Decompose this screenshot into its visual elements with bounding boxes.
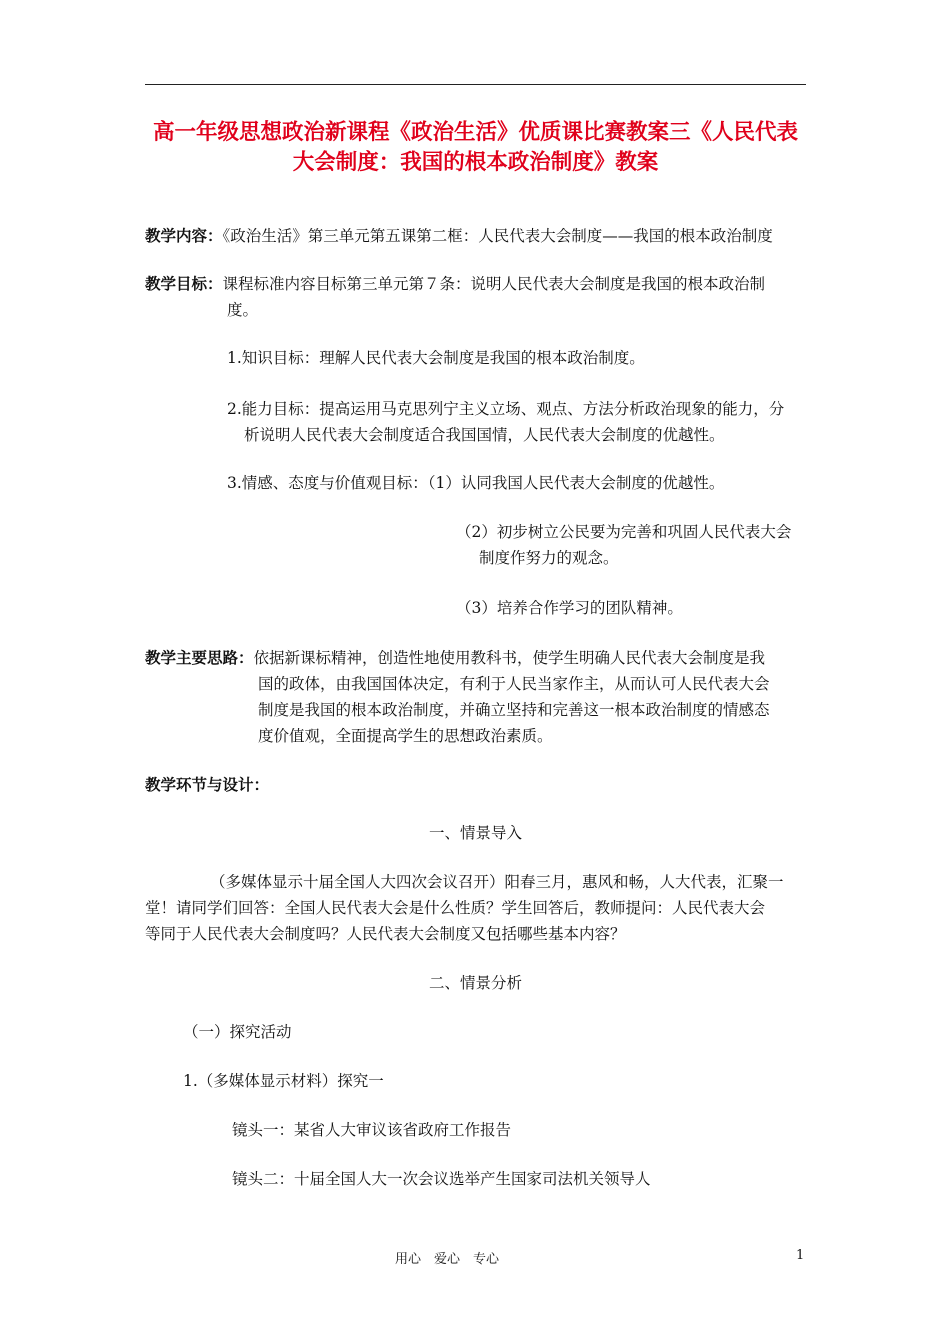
goal-item-emotion: 3.情感、态度与价值观目标：（1）认同我国人民代表大会制度的优越性。 [227,474,725,492]
teaching-content-text: 《政治生活》第三单元第五课第二框：人民代表大会制度——我国的根本政治制度 [222,227,773,245]
teaching-goals-line-1: 课程标准内容目标第三单元第７条：说明人民代表大会制度是我国的根本政治制 [222,275,766,293]
page-number: 1 [796,1248,805,1263]
header-rule [145,84,806,85]
section-1-heading: 一、情景导入 [428,824,522,842]
goal-emotion-sub-2-line-2: 制度作努力的观念。 [479,549,619,567]
footer-motto: 用心 爱心 专心 [395,1252,500,1267]
section-1-paragraph-line-3: 等同于人民代表大会制度吗？人民代表大会制度又包括哪些基本内容？ [145,925,626,943]
goal-item-ability-line-2: 析说明人民代表大会制度适合我国国情，人民代表大会制度的优越性。 [244,426,725,444]
teaching-approach-line-3: 制度是我国的根本政治制度，并确立坚持和完善这一根本政治制度的情感态 [258,701,770,719]
teaching-approach [145,645,765,671]
teaching-content-label: 教学内容： [145,227,223,245]
teaching-approach-line-4: 度价值观，全面提高学生的思想政治素质。 [258,727,553,745]
goal-item-ability-line-1: 2.能力目标：提高运用马克思列宁主义立场、观点、方法分析政治现象的能力，分 [227,400,785,418]
title-line-2: 大会制度：我国的根本政治制度》教案 [292,150,659,175]
teaching-goals-line-2: 度。 [227,301,259,319]
section-2-heading: 二、情景分析 [428,974,522,992]
teaching-design-label: 教学环节与设计： [145,776,270,794]
teaching-goals-label: 教学目标： [145,275,223,293]
shot-2: 镜头二：十届全国人大一次会议选举产生国家司法机关领导人 [232,1170,651,1188]
document-title [140,118,811,178]
goal-emotion-sub-2-line-1: （2）初步树立公民要为完善和巩固人民代表大会 [456,523,792,541]
title-line-1: 高一年级思想政治新课程《政治生活》优质课比赛教案三《人民代表 [152,120,798,145]
teaching-goals [145,271,765,297]
shot-1: 镜头一：某省人大审议该省政府工作报告 [232,1121,512,1139]
teaching-approach-label: 教学主要思路： [145,649,254,667]
teaching-approach-line-2: 国的政体，由我国国体决定，有利于人民当家作主，从而认可人民代表大会 [258,675,770,693]
goal-emotion-sub-3: （3）培养合作学习的团队精神。 [456,599,683,617]
teaching-approach-line-1: 依据新课标精神，创造性地使用教科书，使学生明确人民代表大会制度是我 [253,649,766,667]
inquiry-item-1: 1.（多媒体显示材料）探究一 [183,1072,384,1090]
goal-item-knowledge: 1.知识目标：理解人民代表大会制度是我国的根本政治制度。 [227,349,645,367]
section-1-paragraph-line-1: （多媒体显示十届全国人大四次会议召开）阳春三月，惠风和畅，人大代表，汇聚一 [210,873,784,891]
teaching-content [145,223,773,249]
inquiry-activity-heading: （一）探究活动 [183,1023,292,1041]
section-1-paragraph-line-2: 堂！请同学们回答：全国人民代表大会是什么性质？学生回答后，教师提问：人民代表大会 [145,899,766,917]
